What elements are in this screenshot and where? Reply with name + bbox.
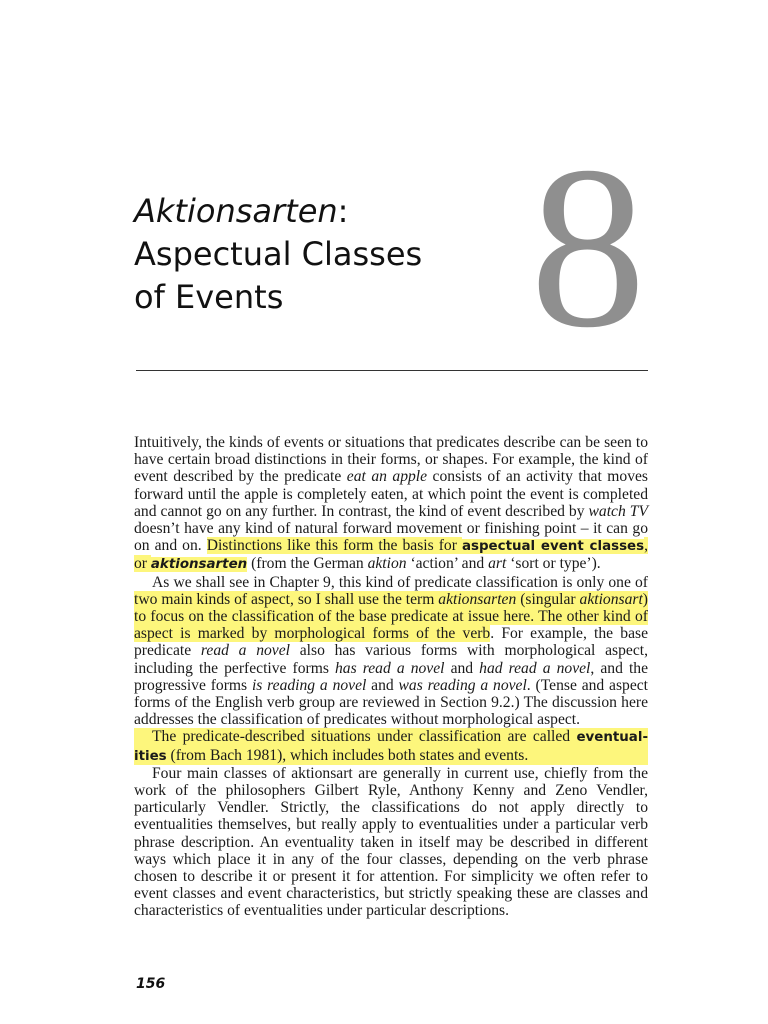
paragraph-text: , and the progressive forms	[134, 659, 649, 694]
chapter-title	[134, 190, 422, 319]
body-paragraph	[134, 574, 648, 729]
paragraph-text: and	[366, 676, 399, 694]
highlighted-text: aktionsart	[579, 590, 643, 608]
chapter-title-line2: Aspectual Classes	[134, 235, 423, 273]
chapter-title-colon: :	[337, 192, 349, 230]
paragraph-text: art	[488, 555, 507, 573]
paragraph-text: read a novel	[200, 642, 290, 660]
paragraph-text: was reading a novel	[398, 676, 527, 694]
highlighted-text: eventualities	[134, 730, 648, 764]
chapter-title-line3: of Events	[134, 278, 284, 316]
paragraph-text: had read a novel	[479, 659, 591, 677]
paragraph-text: and	[444, 659, 480, 677]
paragraph-text: has read a novel	[335, 659, 445, 677]
paragraph-text: aktion	[367, 555, 407, 573]
paragraph-text: eat an apple	[346, 468, 428, 486]
highlighted-text: , or	[134, 537, 649, 573]
paragraph-text: Four main classes of aktionsart are generally in current use, chiefly from the work of the philosophers Gilbert Ryle, Anthony Kenny and Zeno Vendler, particularly Vendler. Strictly, the classifications do not apply directly to eventualities themselves, but really apply to eventualities under a particular verb phrase description. An eventuality taken in itself may be described in different ways which place it in any of the four classes, depending on the verb phrase chosen to describe it or present it for attention. For simplicity we often refer to event classes and event characteristics, but strictly speaking these are classes and characteristics of eventualities under particular descriptions.	[134, 764, 648, 920]
paragraph-text: ‘action’ and	[406, 555, 489, 573]
paragraph-text: consists of an activity that moves forward until the apple is completely eaten, at which point the event is completed and cannot go on any further. In contrast, the kind of event described by	[134, 468, 648, 520]
paragraph-text: . (Tense and aspect forms of the English verb group are reviewed in Section 9.2.) The discussion here addresses the classification of predicates without morphological aspect.	[134, 676, 649, 729]
paragraph-text: doesn’t have any kind of natural forward movement or finishing point – it can go on and on.	[134, 520, 648, 555]
highlighted-text: The predicate-described situations under classification are called	[152, 728, 577, 746]
highlighted-text: ) to focus on the classification of the base predicate at issue here. The other kind of aspect is marked by morphological forms of the verb	[134, 590, 648, 643]
highlighted-text: aspectual event classes	[461, 539, 645, 555]
body-paragraph	[134, 765, 648, 920]
body-text	[134, 434, 648, 920]
chapter-title-italic: Aktionsarten	[134, 192, 338, 230]
paragraph-text: Intuitively, the kinds of events or situations that predicates describe can be seen to have certain broad distinctions in their forms, or shapes. For example, the kind of event described by the predicate	[134, 434, 648, 486]
highlighted-text: Distinctions like this form the basis for	[206, 537, 462, 555]
paragraph-text: ‘sort or type’).	[506, 555, 601, 573]
body-paragraph	[134, 434, 648, 574]
body-paragraph	[134, 728, 648, 764]
paragraph-text: (from the German	[247, 555, 368, 573]
paragraph-text: . For example, the base predicate	[134, 625, 648, 660]
page-number: 156	[136, 976, 166, 992]
paragraph-text: watch TV	[588, 502, 648, 520]
chapter-number: 8	[530, 119, 646, 376]
highlighted-text: (singular	[516, 590, 580, 608]
highlighted-text: two main kinds of aspect, so I shall use the term	[134, 590, 439, 608]
highlighted-text: (from Bach 1981), which includes both states and events.	[166, 746, 529, 764]
highlighted-text: aktionsarten	[150, 557, 248, 573]
highlighted-text: aktionsarten	[438, 590, 517, 608]
paragraph-text: is reading a novel	[251, 676, 367, 694]
paragraph-text: also has various forms with morphological aspect, including the perfective forms	[134, 642, 649, 677]
paragraph-text: As we shall see in Chapter 9, this kind of predicate classification is only one of	[152, 573, 648, 591]
title-divider	[136, 370, 648, 371]
